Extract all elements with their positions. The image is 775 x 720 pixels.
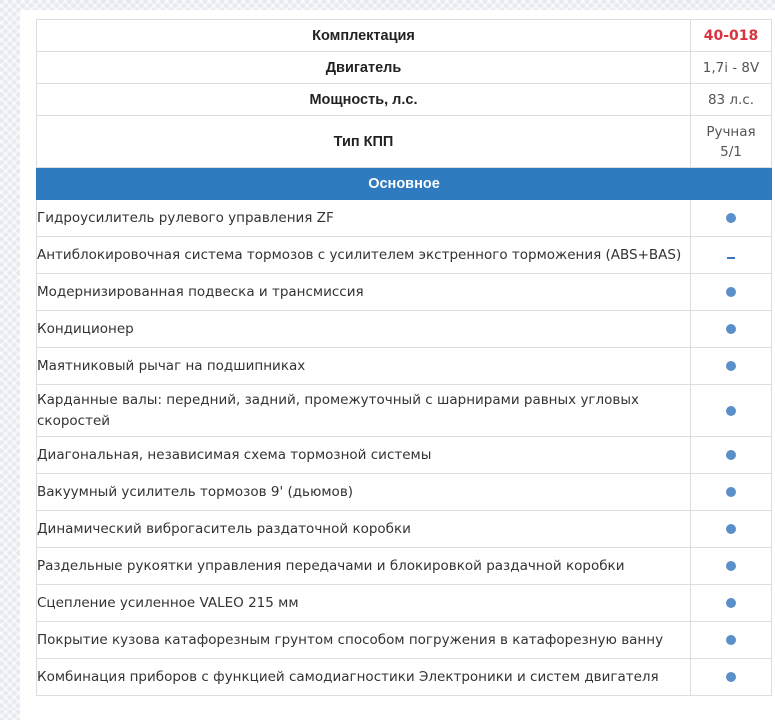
dot-icon — [726, 524, 736, 534]
dot-icon — [726, 672, 736, 682]
feature-row — [37, 548, 772, 585]
feature-name: Антиблокировочная система тормозов с усилителем экстренного торможения (ABS+BAS) — [37, 237, 691, 274]
dot-icon — [726, 598, 736, 608]
feature-row — [37, 511, 772, 548]
feature-name: Маятниковый рычаг на подшипниках — [37, 348, 691, 385]
feature-availability — [691, 548, 772, 585]
feature-list — [37, 200, 772, 696]
feature-name: Комбинация приборов с функцией самодиагностики Электроники и систем двигателя — [37, 659, 691, 696]
feature-row — [37, 348, 772, 385]
dash-icon — [727, 257, 735, 259]
feature-availability — [691, 385, 772, 437]
feature-row — [37, 585, 772, 622]
dot-icon — [726, 487, 736, 497]
dot-icon — [726, 406, 736, 416]
dot-icon — [726, 213, 736, 223]
feature-availability — [691, 659, 772, 696]
spec-value — [691, 116, 772, 168]
gearbox-type: Ручная — [706, 123, 756, 140]
feature-availability — [691, 348, 772, 385]
feature-row — [37, 274, 772, 311]
dot-icon — [726, 450, 736, 460]
spec-row-engine — [37, 52, 772, 84]
dot-icon — [726, 287, 736, 297]
feature-row — [37, 622, 772, 659]
feature-availability — [691, 622, 772, 659]
spec-row-gearbox — [37, 116, 772, 168]
feature-name: Сцепление усиленное VALEO 215 мм — [37, 585, 691, 622]
feature-row — [37, 385, 772, 437]
feature-row — [37, 311, 772, 348]
feature-name: Покрытие кузова катафорезным грунтом способом погружения в катафорезную ванну — [37, 622, 691, 659]
spec-row-trim — [37, 20, 772, 52]
spec-table — [36, 19, 772, 696]
section-header — [37, 168, 772, 200]
spec-label: Двигатель — [37, 52, 691, 84]
feature-name: Вакуумный усилитель тормозов 9' (дьюмов) — [37, 474, 691, 511]
feature-name: Диагональная, независимая схема тормозной системы — [37, 437, 691, 474]
feature-availability — [691, 200, 772, 237]
dot-icon — [726, 324, 736, 334]
spec-value: 83 л.с. — [691, 84, 772, 116]
feature-availability — [691, 474, 772, 511]
feature-name: Карданные валы: передний, задний, промежуточный с шарнирами равных угловых скоростей — [37, 385, 691, 437]
feature-availability — [691, 437, 772, 474]
content-panel — [20, 10, 775, 720]
trim-code: 40-018 — [691, 20, 772, 52]
section-title: Основное — [37, 168, 772, 200]
feature-availability — [691, 511, 772, 548]
dot-icon — [726, 635, 736, 645]
feature-name: Раздельные рукоятки управления передачами и блокировкой раздачной коробки — [37, 548, 691, 585]
spec-label: Мощность, л.с. — [37, 84, 691, 116]
dot-icon — [726, 361, 736, 371]
feature-availability — [691, 237, 772, 274]
gearbox-gears: 5/1 — [720, 143, 742, 160]
feature-availability — [691, 311, 772, 348]
feature-row — [37, 237, 772, 274]
spec-value: 1,7i - 8V — [691, 52, 772, 84]
feature-row — [37, 437, 772, 474]
feature-row — [37, 200, 772, 237]
feature-availability — [691, 585, 772, 622]
feature-availability — [691, 274, 772, 311]
feature-row — [37, 474, 772, 511]
feature-name: Гидроусилитель рулевого управления ZF — [37, 200, 691, 237]
feature-name: Кондиционер — [37, 311, 691, 348]
spec-label: Тип КПП — [37, 116, 691, 168]
spec-label: Комплектация — [37, 20, 691, 52]
spec-row-power — [37, 84, 772, 116]
feature-row — [37, 659, 772, 696]
dot-icon — [726, 561, 736, 571]
feature-name: Модернизированная подвеска и трансмиссия — [37, 274, 691, 311]
feature-name: Динамический виброгаситель раздаточной коробки — [37, 511, 691, 548]
